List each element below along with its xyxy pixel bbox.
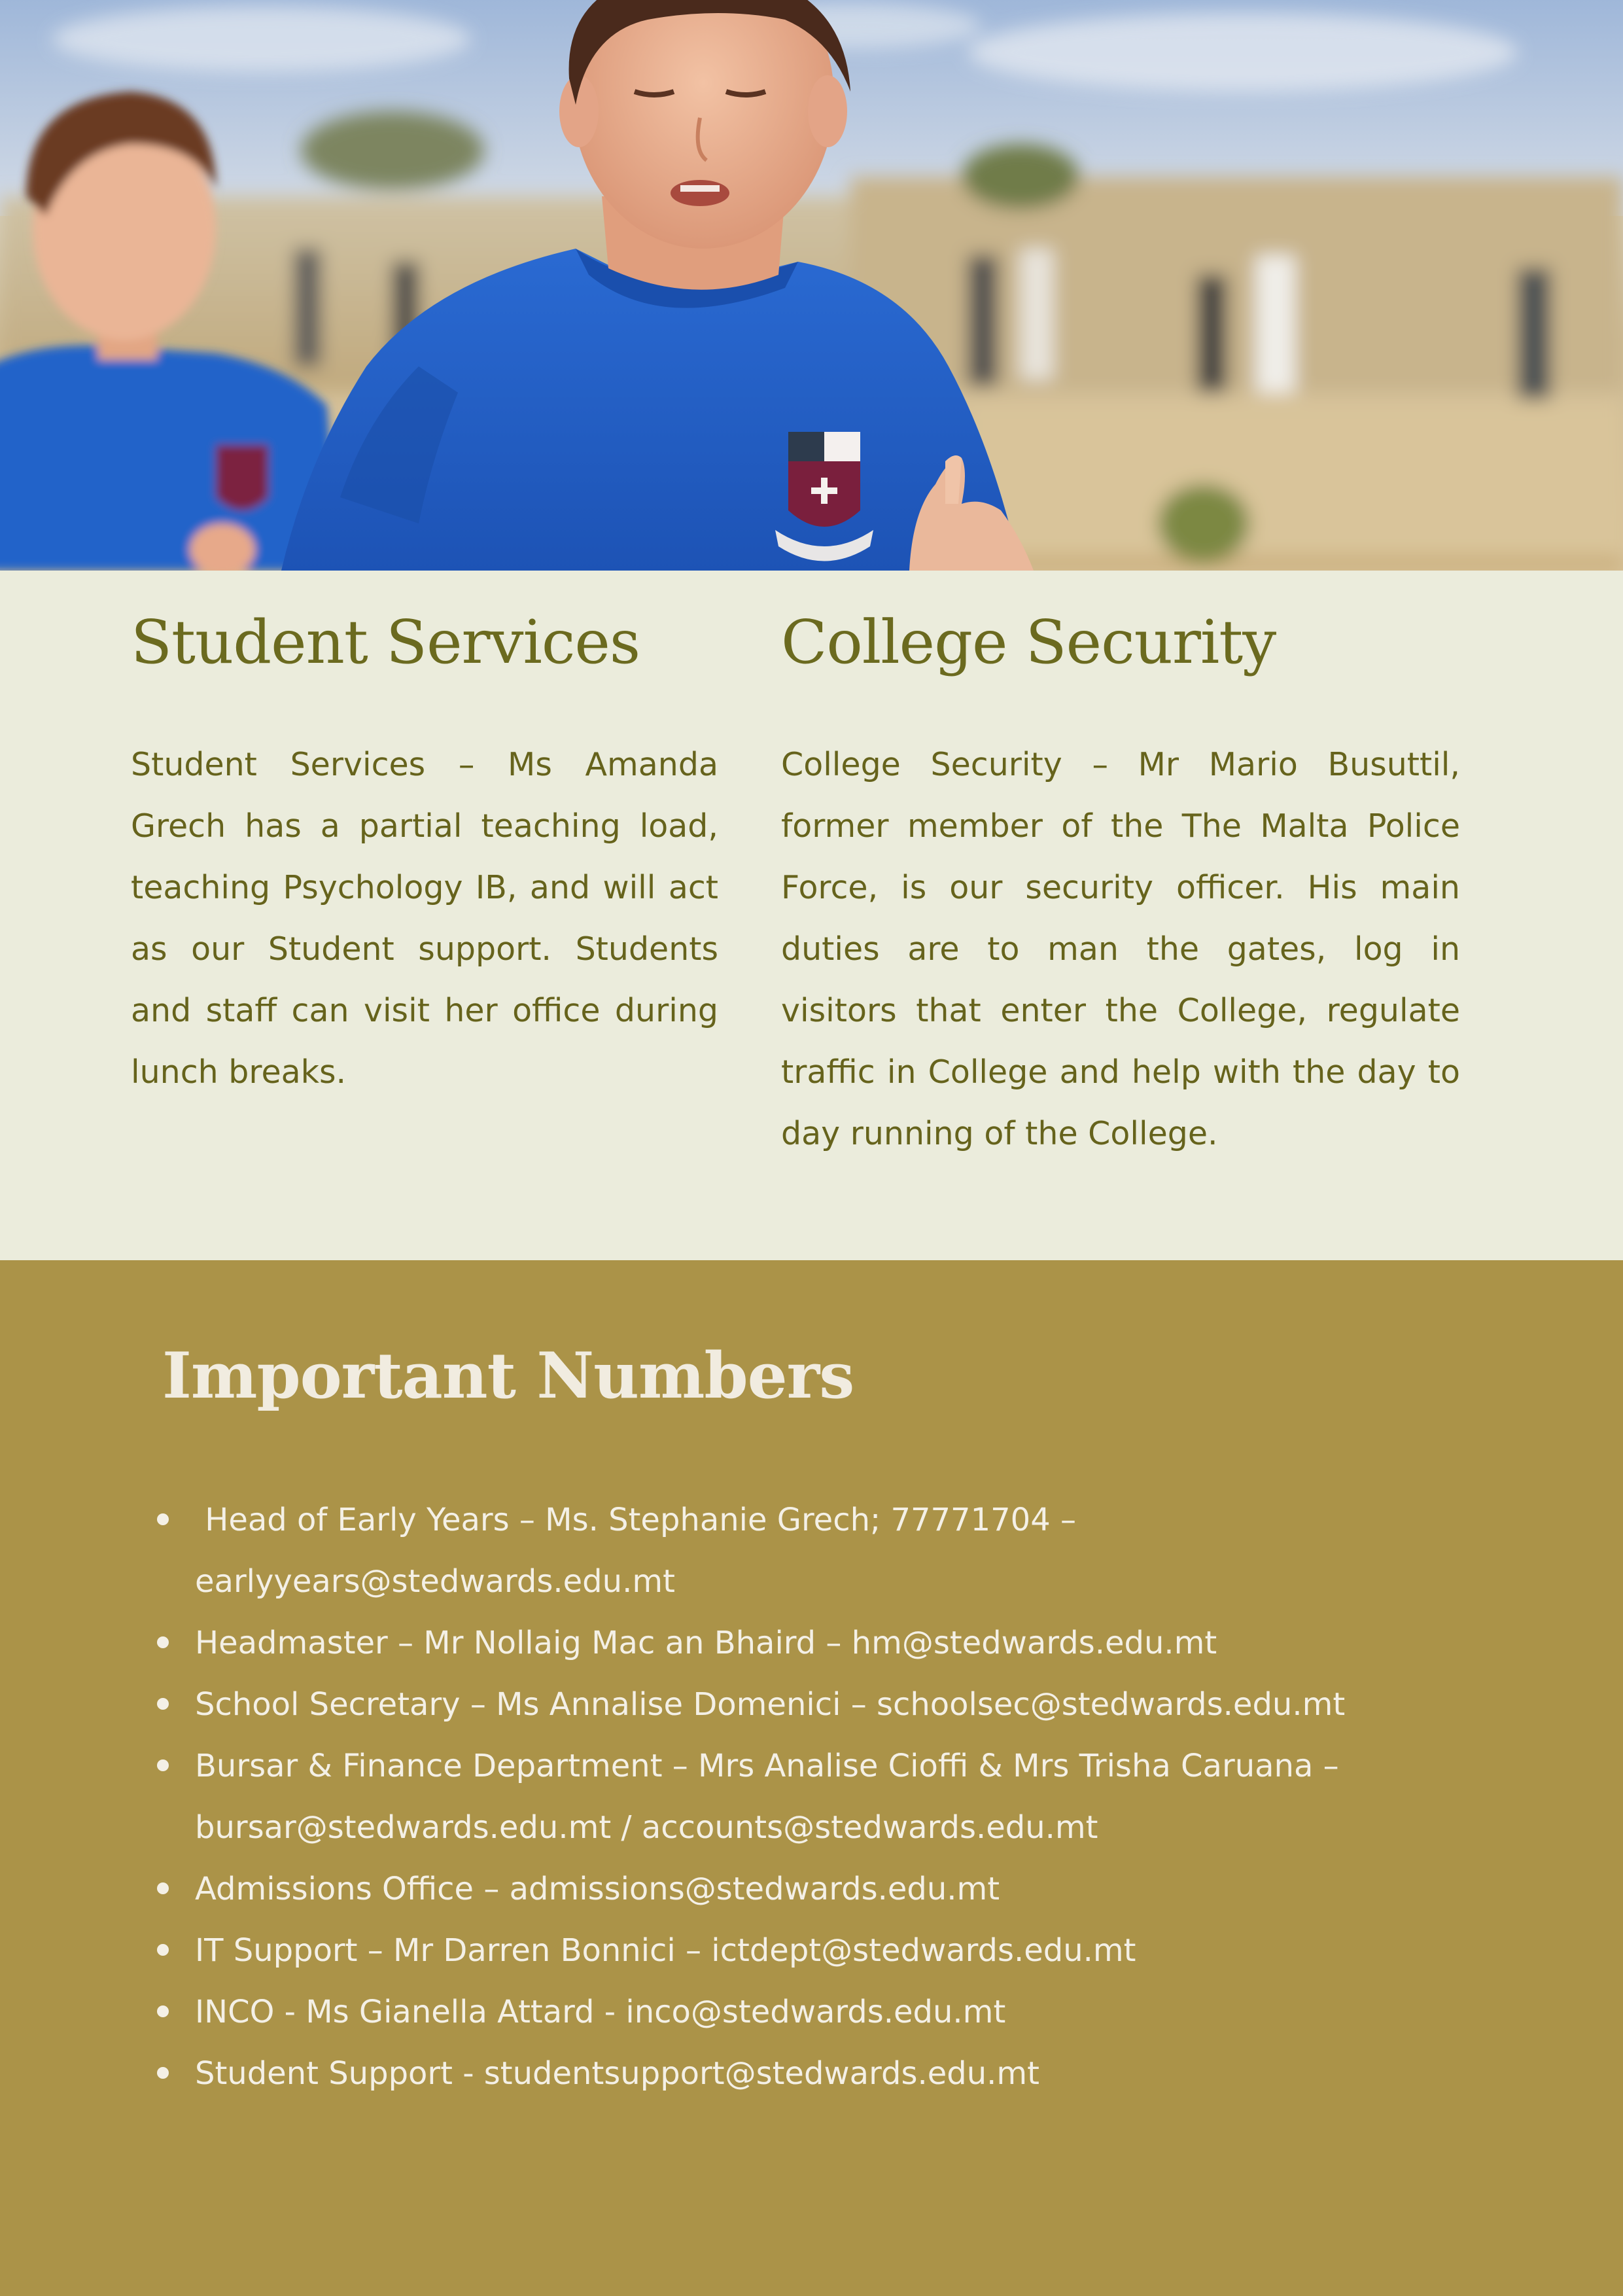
list-item (157, 1612, 1478, 1674)
important-numbers-section (0, 1260, 1623, 2296)
college-security-body: College Security – Mr Mario Busuttil, former member of the The Malta Police Force, is our security officer. His main duties are to man the gates, log in visitors that enter the College, regulate traffic in College and help with the day to day running of the College. (781, 746, 1460, 1152)
important-numbers-list (157, 1489, 1478, 2104)
important-numbers-title: Important Numbers (162, 1339, 854, 1413)
list-item-text: Student Support - studentsupport@stedwards.edu.mt (195, 2055, 1039, 2092)
bullet-icon (157, 1698, 169, 1710)
list-item (157, 1920, 1478, 1981)
bullet-icon (157, 2067, 169, 2079)
student-services-title: Student Services (131, 607, 640, 677)
list-item (157, 2043, 1478, 2104)
bullet-icon (157, 2005, 169, 2017)
list-item (157, 1674, 1478, 1735)
list-item (157, 1981, 1478, 2043)
info-section (0, 571, 1623, 1260)
hero-photo (0, 0, 1623, 571)
bullet-icon (157, 1944, 169, 1956)
list-item-text: Admissions Office – admissions@stedwards.edu.mt (195, 1871, 1000, 1907)
list-item (157, 1489, 1478, 1612)
list-item (157, 1735, 1478, 1858)
bullet-icon (157, 1759, 169, 1771)
list-item-text: Headmaster – Mr Nollaig Mac an Bhaird – hm@stedwards.edu.mt (195, 1625, 1217, 1661)
list-item-text: Head of Early Years – Ms. Stephanie Grech; 77771704 – earlyyears@stedwards.edu.mt (195, 1502, 1087, 1600)
list-item-text: School Secretary – Ms Annalise Domenici – schoolsec@stedwards.edu.mt (195, 1686, 1346, 1723)
list-item-text: Bursar & Finance Department – Mrs Analise Cioffi & Mrs Trisha Caruana – bursar@stedwards.edu.mt / accounts@stedwards.edu.mt (195, 1748, 1339, 1846)
college-security-title: College Security (781, 607, 1276, 677)
student-services-body: Student Services – Ms Amanda Grech has a partial teaching load, teaching Psychology IB, and will act as our Student support. Students and staff can visit her office during lunch breaks. (131, 746, 718, 1091)
bullet-icon (157, 1882, 169, 1894)
list-item (157, 1858, 1478, 1920)
list-item-text: IT Support – Mr Darren Bonnici – ictdept@stedwards.edu.mt (195, 1932, 1136, 1969)
list-item-text: INCO - Ms Gianella Attard - inco@stedwards.edu.mt (195, 1994, 1006, 2030)
bullet-icon (157, 1636, 169, 1648)
hero-photo-illustration (0, 0, 1623, 571)
bullet-icon (157, 1513, 169, 1525)
